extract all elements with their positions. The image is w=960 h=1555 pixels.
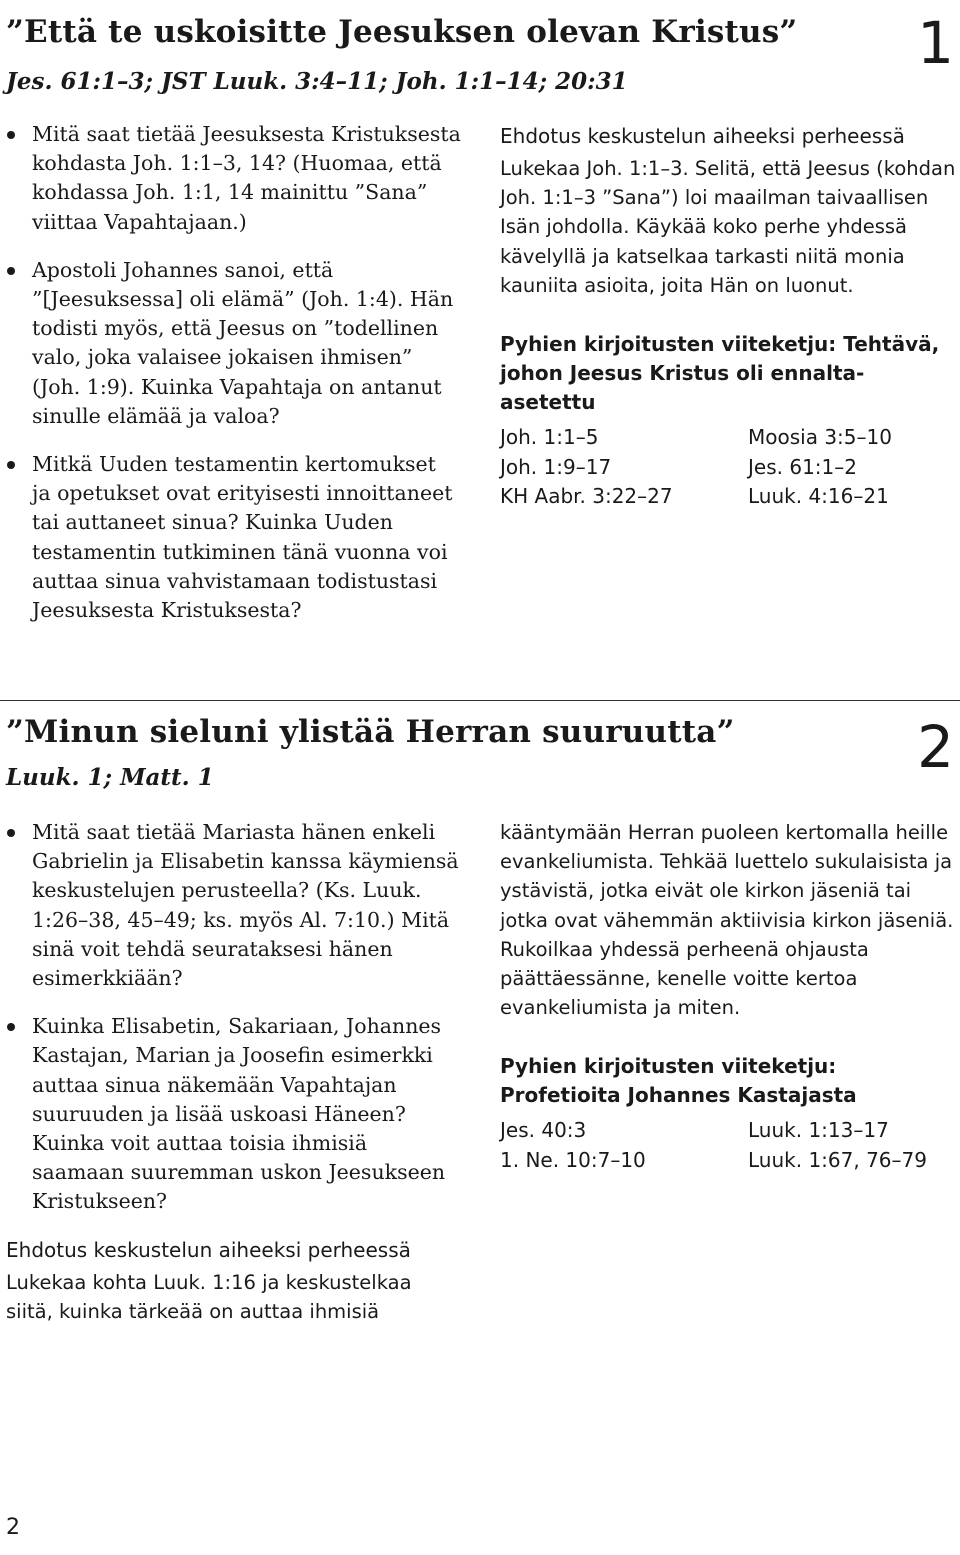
family-discussion-text: Lukekaa kohta Luuk. 1:16 ja keskustelkaa siitä, kuinka tärkeää on auttaa ihmisiä (6, 1270, 412, 1323)
lesson-scripture-refs: Luuk. 1; Matt. 1 (6, 764, 214, 791)
family-discussion-heading: Ehdotus keskustelun aiheeksi perheessä (6, 1237, 411, 1262)
lesson-title: ”Minun sieluni ylistää Herran suuruutta” (6, 714, 735, 750)
lesson-number: 1 (917, 9, 954, 77)
scripture-ref: Luuk. 1:13–17 (748, 1118, 889, 1143)
scripture-chain-list (500, 423, 958, 512)
questions-column (6, 818, 461, 1326)
questions-column (6, 120, 461, 644)
sidebar-column (500, 818, 958, 1175)
scripture-ref: KH Aabr. 3:22–27 (500, 484, 673, 509)
page-number: 2 (6, 1515, 20, 1540)
scripture-ref: 1. Ne. 10:7–10 (500, 1147, 646, 1172)
scripture-ref: Luuk. 1:67, 76–79 (748, 1147, 927, 1172)
study-question: Mitä saat tietää Jeesuksesta Kristuksesta kohdasta Joh. 1:1–3, 14? (Huomaa, että kohdassa Joh. 1:1, 14 mainittu ”Sana” viittaa Vapahtajaan.) (6, 120, 461, 237)
scripture-chain-heading: Pyhien kirjoitusten viiteketju: Profetioita Johannes Kastajasta (500, 1054, 857, 1108)
section-divider (0, 700, 960, 701)
sidebar-column (500, 120, 958, 512)
scripture-ref: Joh. 1:1–5 (500, 425, 599, 450)
study-question: Apostoli Johannes sanoi, että ”[Jeesuksessa] oli elämä” (Joh. 1:4). Hän todisti myös, että Jeesus on ”todellinen valo, joka valaisee jokaisen ihmisen” (Joh. 1:9). Kuinka Vapahtaja on antanut sinulle elämää ja valoa? (6, 256, 461, 431)
lesson-number: 2 (917, 713, 954, 781)
study-question: Mitkä Uuden testamentin kertomukset ja opetukset ovat erityisesti innoittaneet tai auttaneet sinua? Kuinka Uuden testamentin tutkiminen tänä vuonna voi auttaa sinua vahvistamaan todistustasi Jeesuksesta Kristuksesta? (6, 450, 461, 625)
scripture-chain-heading: Pyhien kirjoitusten viiteketju: Tehtävä, johon Jeesus Kristus oli ennalta-asetettu (500, 332, 940, 415)
scripture-ref: Jes. 40:3 (500, 1118, 587, 1143)
lesson-scripture-refs: Jes. 61:1–3; JST Luuk. 3:4–11; Joh. 1:1–14; 20:31 (6, 68, 628, 95)
family-discussion-text-continued: kääntymään Herran puoleen kertomalla heille evankeliumista. Tehkää luettelo sukulaisista ja ystävistä, jotka eivät ole kirkon jäseniä tai jotka ovat vähemmän aktiivisia kirkon jäseniä. Rukoilkaa yhdessä perheenä ohjausta päättäessänne, kenelle voitte kertoa evankeliumista ja miten. (500, 821, 954, 1020)
scripture-chain-list (500, 1116, 958, 1175)
scripture-ref: Jes. 61:1–2 (748, 454, 857, 479)
scripture-ref: Joh. 1:9–17 (500, 454, 612, 479)
study-question: Mitä saat tietää Mariasta hänen enkeli Gabrielin ja Elisabetin kanssa käymiensä keskustelujen perusteella? (Ks. Luuk. 1:26–38, 45–49; ks. myös Al. 7:10.) Mitä sinä voit tehdä seurataksesi hänen esimerkkiään? (6, 818, 461, 993)
scripture-ref: Luuk. 4:16–21 (748, 484, 889, 509)
family-discussion-text: Lukekaa Joh. 1:1–3. Selitä, että Jeesus (kohdan Joh. 1:1–3 ”Sana”) loi maailman taivaallisen Isän johdolla. Käykää koko perhe yhdessä kävelyllä ja katselkaa tarkasti niitä monia kauniita asioita, joita Hän on luonut. (500, 157, 956, 297)
family-discussion-heading: Ehdotus keskustelun aiheeksi perheessä (500, 124, 905, 148)
study-question: Kuinka Elisabetin, Sakariaan, Johannes Kastajan, Marian ja Joosefin esimerkki auttaa sinua näkemään Vapahtajan suuruuden ja lisää uskoasi Häneen? Kuinka voit auttaa toisia ihmisiä saamaan suuremman uskon Jeesukseen Kristukseen? (6, 1012, 461, 1216)
scripture-ref: Moosia 3:5–10 (748, 425, 892, 450)
lesson-title: ”Että te uskoisitte Jeesuksen olevan Kristus” (6, 14, 798, 50)
